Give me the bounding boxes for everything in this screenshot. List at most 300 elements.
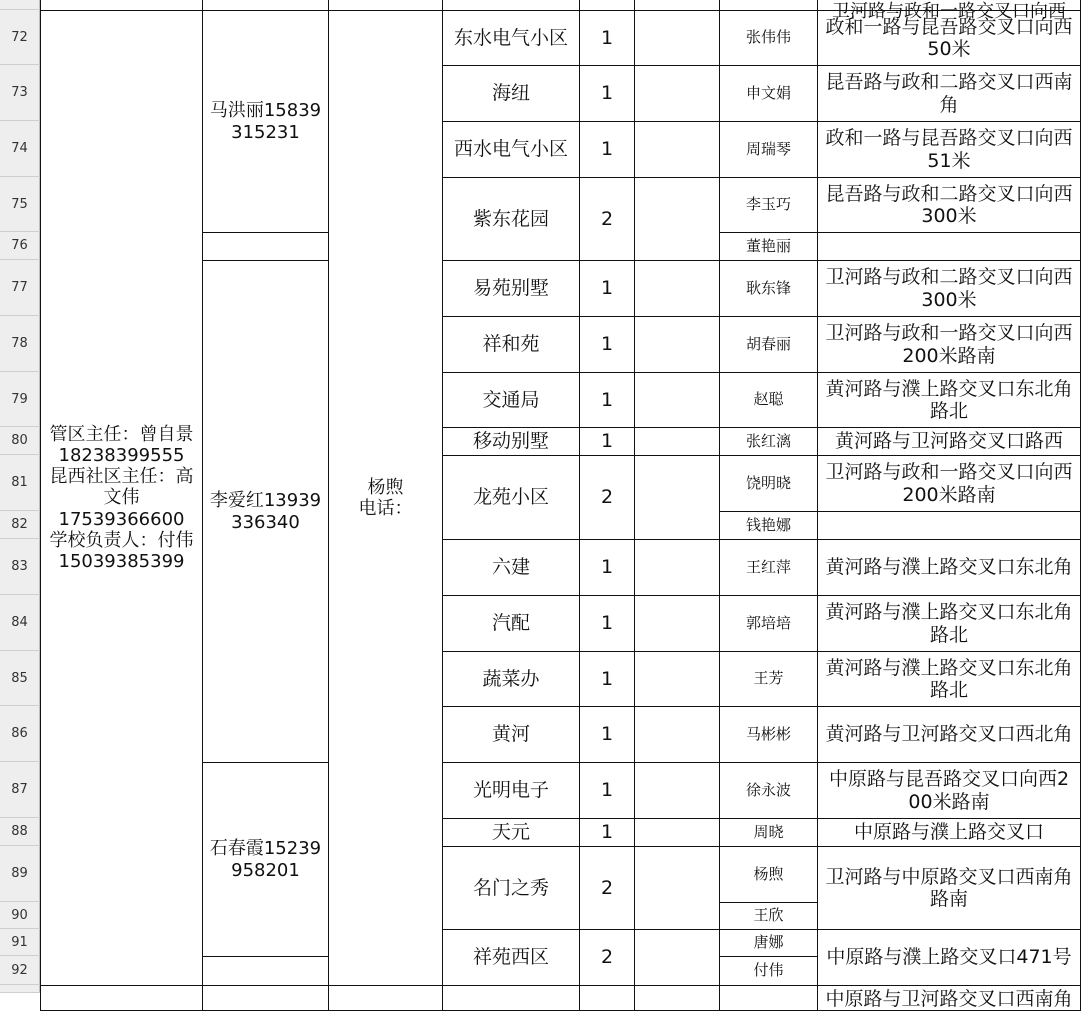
person-cell-text xyxy=(746,141,791,159)
quantity-cell-text xyxy=(601,612,613,634)
community-name-cell-text xyxy=(473,486,549,508)
person-cell xyxy=(719,316,818,373)
text-line: 政和一路与昆吾路交叉口向西 xyxy=(825,127,1073,150)
location-cell xyxy=(817,846,1081,930)
community-name-cell-text xyxy=(482,668,539,690)
blank-cell xyxy=(634,372,720,428)
cut-row-bottom xyxy=(202,985,329,1011)
text-line: 饶明晓 xyxy=(745,473,791,492)
community-name-cell xyxy=(442,846,580,930)
blank-cell xyxy=(634,706,720,763)
location-cell xyxy=(817,121,1081,178)
community-name-cell-text xyxy=(492,821,530,843)
quantity-cell xyxy=(579,10,635,66)
text-line: 200米路南 xyxy=(902,344,996,367)
text-line: 1 xyxy=(600,138,614,161)
contact-cell xyxy=(328,10,443,986)
cut-row-bottom xyxy=(442,985,580,1011)
quantity-cell-text xyxy=(601,277,613,299)
text-line: 18238399555 xyxy=(58,444,185,466)
person-cell xyxy=(719,902,818,930)
person-cell xyxy=(719,65,818,122)
text-line: 李玉巧 xyxy=(745,195,791,214)
text-line: 300米 xyxy=(921,205,977,227)
person-cell xyxy=(719,595,818,652)
text-line: 2 xyxy=(600,486,614,509)
person-cell xyxy=(719,260,818,317)
quantity-cell xyxy=(579,846,635,930)
text-line: 336340 xyxy=(231,511,300,533)
text-line: 王红萍 xyxy=(745,557,791,576)
text-line: 2 xyxy=(600,876,614,899)
cut-row-bottom xyxy=(40,985,203,1011)
quantity-cell-text xyxy=(601,27,613,49)
text-line: 卫河路与政和一路交叉口向西 xyxy=(825,461,1073,484)
person-cell xyxy=(719,929,818,957)
contact-cell-text xyxy=(359,477,413,519)
location-cell xyxy=(817,372,1081,428)
community-name-cell xyxy=(442,427,580,456)
text-line: 中原路与濮上路交叉口471号 xyxy=(826,946,1072,969)
text-line: 1 xyxy=(600,667,614,690)
text-line: 王芳 xyxy=(753,669,784,688)
location-cell-text xyxy=(825,866,1072,911)
text-line: 1 xyxy=(600,821,614,844)
cut-row-bottom xyxy=(328,985,443,1011)
text-line: 315231 xyxy=(231,121,300,143)
text-line: 黄河路与濮上路交叉口东北角 xyxy=(825,556,1073,579)
person-cell-text xyxy=(746,238,791,256)
blank-cell xyxy=(634,10,720,66)
text-line: 卫河路与中原路交叉口西南角 xyxy=(825,865,1073,888)
community-name-cell xyxy=(442,372,580,428)
person-cell-text xyxy=(753,934,783,952)
community-name-cell-text xyxy=(492,723,530,745)
row-number[interactable]: 90 xyxy=(0,902,40,929)
person-cell-text xyxy=(753,907,783,925)
text-line: 中原路与昆吾路交叉口向西2 xyxy=(828,768,1070,791)
location-cell-text xyxy=(825,723,1072,745)
blank-cell xyxy=(634,846,720,930)
text-line: 祥和苑 xyxy=(482,333,540,356)
text-line: 角 xyxy=(939,93,959,116)
text-line: 2 xyxy=(600,207,614,230)
person-cell-text xyxy=(746,726,791,744)
row-number[interactable]: 72 xyxy=(0,10,40,65)
person-cell-text xyxy=(746,475,791,493)
location-cell-text xyxy=(825,601,1072,646)
text-line: 300米 xyxy=(921,288,977,311)
cut-row-bottom xyxy=(634,985,720,1011)
text-line: 1 xyxy=(600,277,614,300)
text-line: 龙苑小区 xyxy=(472,486,549,509)
location-cell xyxy=(817,455,1081,512)
location-cell xyxy=(817,65,1081,122)
community-name-cell-text xyxy=(473,779,549,801)
cut-row-bottom xyxy=(579,985,635,1011)
text-line: 汽配 xyxy=(491,612,530,635)
quantity-cell-text xyxy=(601,333,613,355)
community-name-cell xyxy=(442,651,580,707)
text-line: 光明电子 xyxy=(472,779,549,802)
text-line: 天元 xyxy=(491,821,530,844)
location-cell-text xyxy=(825,127,1072,172)
quantity-cell-text xyxy=(601,138,613,160)
text-line: 卫河路与政和一路交叉口向西 xyxy=(825,322,1073,345)
row-number[interactable]: 77 xyxy=(0,260,40,316)
quantity-cell-text xyxy=(601,208,613,230)
text-line: 黄河路与卫河路交叉口路西 xyxy=(834,430,1063,453)
text-line: 张伟伟 xyxy=(745,28,791,47)
text-line: 1 xyxy=(600,556,614,579)
location-cell-text xyxy=(825,266,1072,311)
row-number[interactable]: 83 xyxy=(0,539,40,595)
text-line: 1 xyxy=(600,430,614,453)
quantity-cell xyxy=(579,706,635,763)
text-line: 50米 xyxy=(927,38,971,60)
person-cell-text xyxy=(753,391,783,409)
person-cell xyxy=(719,121,818,178)
text-line: 赵聪 xyxy=(753,390,784,409)
community-name-cell-text xyxy=(473,430,549,452)
text-line: 学校负责人：付伟 xyxy=(49,529,194,551)
person-cell-text xyxy=(746,559,791,577)
quantity-cell xyxy=(579,121,635,178)
text-line: 马洪丽15839 xyxy=(209,100,322,122)
text-line: 昆吾路与政和二路交叉口西南 xyxy=(825,71,1073,94)
community-name-cell-text xyxy=(492,612,530,634)
location-cell-text xyxy=(825,657,1072,702)
text-line: 电话： xyxy=(358,498,413,519)
supervisor-cell-text xyxy=(210,100,321,142)
supervisor-cell xyxy=(202,10,329,233)
text-line: 周瑞琴 xyxy=(745,139,791,158)
quantity-cell-text xyxy=(601,430,613,452)
person-cell xyxy=(719,427,818,456)
location-cell xyxy=(817,762,1081,819)
person-cell xyxy=(719,539,818,596)
text-line: 200米路南 xyxy=(902,483,996,506)
person-cell xyxy=(719,177,818,233)
community-name-cell xyxy=(442,177,580,261)
text-line: 卫河路与政和一路交叉口向西 xyxy=(832,0,1066,22)
text-line: 1 xyxy=(600,388,614,411)
location-cell xyxy=(817,511,1081,540)
community-name-cell xyxy=(442,706,580,763)
community-name-cell xyxy=(442,455,580,540)
person-cell-text xyxy=(746,85,791,103)
location-cell xyxy=(817,706,1081,763)
cut-row-bottom xyxy=(719,985,818,1011)
text-line: 周晓 xyxy=(753,822,784,841)
quantity-cell xyxy=(579,177,635,261)
text-line: 钱艳娜 xyxy=(745,515,791,534)
location-cell-text xyxy=(825,16,1072,61)
quantity-cell xyxy=(579,595,635,652)
row-number[interactable]: 89 xyxy=(0,846,40,902)
person-cell-text xyxy=(746,29,791,47)
text-line: 00米路南 xyxy=(908,790,990,813)
community-name-cell-text xyxy=(482,389,539,411)
quantity-cell xyxy=(579,427,635,456)
quantity-cell-text xyxy=(601,556,613,578)
text-line: 杨煦 xyxy=(753,864,784,883)
row-number[interactable]: 75 xyxy=(0,177,40,232)
text-line: 石春霞15239 xyxy=(209,838,322,860)
blank-cell xyxy=(634,929,720,986)
text-line: 路北 xyxy=(929,400,968,422)
location-cell xyxy=(817,10,1081,66)
person-cell xyxy=(719,762,818,819)
text-line: 黄河路与濮上路交叉口东北角 xyxy=(825,601,1073,624)
quantity-cell xyxy=(579,372,635,428)
community-name-cell xyxy=(442,539,580,596)
text-line: 马彬彬 xyxy=(745,724,791,743)
location-cell xyxy=(817,427,1081,456)
person-cell xyxy=(719,706,818,763)
row-number[interactable]: 74 xyxy=(0,121,40,177)
text-line: 胡春丽 xyxy=(745,334,791,353)
blank-cell xyxy=(634,539,720,596)
text-line: 路北 xyxy=(929,623,968,646)
text-line: 蔬菜办 xyxy=(482,667,540,690)
row-number[interactable]: 81 xyxy=(0,455,40,511)
quantity-cell-text xyxy=(601,779,613,801)
location-cell-text xyxy=(825,556,1072,578)
person-cell-text xyxy=(746,336,791,354)
text-line: 路南 xyxy=(929,888,968,910)
text-line: 中原路与卫河路交叉口西南角 xyxy=(825,988,1073,1010)
row-number[interactable]: 73 xyxy=(0,65,40,121)
community-name-cell xyxy=(442,818,580,847)
text-line: 耿东锋 xyxy=(745,278,791,297)
row-number[interactable]: 92 xyxy=(0,956,40,985)
location-cell xyxy=(817,929,1081,986)
supervisor-cell-text xyxy=(210,838,321,880)
community-name-cell-text xyxy=(473,946,549,968)
text-line: 海纽 xyxy=(491,82,530,105)
location-cell xyxy=(817,177,1081,233)
community-name-cell-text xyxy=(473,877,549,899)
text-line: 徐永波 xyxy=(745,780,791,799)
text-line: 交通局 xyxy=(482,388,540,411)
community-name-cell-text xyxy=(473,208,549,230)
blank-cell xyxy=(634,427,720,456)
community-name-cell-text xyxy=(492,556,530,578)
text-line: 名门之秀 xyxy=(472,876,549,899)
community-name-cell-text xyxy=(454,138,568,160)
community-name-cell xyxy=(442,121,580,178)
location-cell-text xyxy=(825,183,1072,228)
text-line: 15039385399 xyxy=(58,551,185,573)
quantity-cell xyxy=(579,651,635,707)
row-number[interactable]: 91 xyxy=(0,929,40,956)
blank-cell xyxy=(634,121,720,178)
community-name-cell xyxy=(442,260,580,317)
blank-cell xyxy=(634,65,720,122)
location-cell xyxy=(817,818,1081,847)
quantity-cell xyxy=(579,929,635,986)
community-name-cell xyxy=(442,10,580,66)
text-line: 1 xyxy=(600,333,614,356)
location-cell-cut xyxy=(817,985,1081,1011)
text-line: 政和一路与昆吾路交叉口向西 xyxy=(825,15,1073,38)
person-cell-text xyxy=(746,782,791,800)
person-cell-text xyxy=(753,866,783,884)
row-number[interactable]: 78 xyxy=(0,316,40,372)
blank-cell xyxy=(634,177,720,261)
community-name-cell xyxy=(442,595,580,652)
management-contacts-cell-text xyxy=(41,424,202,573)
location-cell-text xyxy=(825,378,1072,423)
text-line: 黄河路与卫河路交叉口西北角 xyxy=(825,723,1073,746)
quantity-cell xyxy=(579,316,635,373)
quantity-cell-text xyxy=(601,389,613,411)
blank-cell xyxy=(634,762,720,819)
text-line: 昆西社区主任：高 xyxy=(49,466,194,488)
text-line: 东水电气小区 xyxy=(453,26,568,49)
supervisor-cell xyxy=(202,762,329,957)
location-cell xyxy=(817,260,1081,317)
quantity-cell-text xyxy=(601,877,613,899)
blank-cell xyxy=(634,595,720,652)
row-number-partial xyxy=(0,0,40,10)
location-cell-text xyxy=(854,821,1044,843)
text-line: 958201 xyxy=(231,859,300,881)
person-cell-text xyxy=(753,824,783,842)
location-cell-text xyxy=(826,946,1071,968)
row-number[interactable]: 87 xyxy=(0,762,40,818)
text-line: 卫河路与政和二路交叉口向西 xyxy=(825,266,1073,289)
text-line: 祥苑西区 xyxy=(472,946,549,969)
community-name-cell-text xyxy=(454,27,568,49)
blank-cell xyxy=(634,260,720,317)
text-line: 唐娜 xyxy=(753,933,784,952)
text-line: 易苑别墅 xyxy=(472,277,549,300)
row-number[interactable]: 85 xyxy=(0,651,40,706)
text-line: 昆吾路与政和二路交叉口向西 xyxy=(825,182,1073,205)
location-cell-text xyxy=(825,71,1072,116)
quantity-cell xyxy=(579,65,635,122)
text-line: 1 xyxy=(600,723,614,746)
text-line: 王欣 xyxy=(753,906,784,925)
person-cell xyxy=(719,232,818,261)
text-line: 紫东花园 xyxy=(472,207,549,230)
text-line: 董艳丽 xyxy=(745,236,791,255)
person-cell-text xyxy=(753,670,783,688)
row-number[interactable]: 88 xyxy=(0,818,40,846)
quantity-cell xyxy=(579,260,635,317)
location-cell xyxy=(817,651,1081,707)
text-line: 文伟17539366600 xyxy=(58,487,185,530)
location-cell xyxy=(817,232,1081,261)
row-number[interactable]: 76 xyxy=(0,232,40,260)
person-cell xyxy=(719,651,818,707)
row-number[interactable]: 80 xyxy=(0,427,40,455)
text-line: 李爱红13939 xyxy=(209,490,322,512)
text-line: 西水电气小区 xyxy=(453,138,568,161)
text-line: 杨煦 xyxy=(367,476,404,498)
community-name-cell xyxy=(442,316,580,373)
text-line: 1 xyxy=(600,82,614,105)
community-name-cell-text xyxy=(492,82,530,104)
quantity-cell-text xyxy=(601,946,613,968)
text-line: 管区主任：曾自景 xyxy=(49,423,194,445)
management-contacts-cell xyxy=(40,10,203,986)
person-cell xyxy=(719,455,818,512)
text-line: 51米 xyxy=(927,149,971,172)
person-cell xyxy=(719,818,818,847)
text-line: 黄河 xyxy=(491,723,530,746)
location-cell-text xyxy=(825,461,1072,506)
person-cell xyxy=(719,10,818,66)
text-line: 中原路与濮上路交叉口 xyxy=(853,821,1044,844)
supervisor-empty-cell xyxy=(202,956,329,986)
row-number[interactable]: 82 xyxy=(0,511,40,539)
location-cell-text xyxy=(829,768,1069,813)
text-line: 路北 xyxy=(929,679,968,701)
community-name-cell-text xyxy=(473,277,549,299)
person-cell xyxy=(719,956,818,986)
person-cell-text xyxy=(746,196,791,214)
person-cell-text xyxy=(746,280,791,298)
row-number[interactable]: 84 xyxy=(0,595,40,651)
community-name-cell xyxy=(442,762,580,819)
community-name-cell-text xyxy=(482,333,539,355)
location-cell xyxy=(817,595,1081,652)
person-cell xyxy=(719,372,818,428)
row-number[interactable]: 79 xyxy=(0,372,40,427)
quantity-cell-text xyxy=(601,668,613,690)
person-cell-text xyxy=(746,433,791,451)
quantity-cell xyxy=(579,455,635,540)
text-line: 郭培培 xyxy=(745,613,791,632)
location-cell xyxy=(817,316,1081,373)
blank-cell xyxy=(634,818,720,847)
community-name-cell xyxy=(442,929,580,986)
quantity-cell xyxy=(579,539,635,596)
row-number[interactable]: 86 xyxy=(0,706,40,762)
text-line: 黄河路与濮上路交叉口东北角 xyxy=(825,656,1073,679)
person-cell xyxy=(719,511,818,540)
blank-cell xyxy=(634,316,720,373)
community-name-cell xyxy=(442,65,580,122)
text-line: 2 xyxy=(600,946,614,969)
quantity-cell-text xyxy=(601,486,613,508)
text-line: 1 xyxy=(600,612,614,635)
supervisor-empty-cell xyxy=(202,232,329,261)
quantity-cell xyxy=(579,762,635,819)
person-cell-text xyxy=(746,517,791,535)
row-number-partial xyxy=(0,985,40,993)
quantity-cell xyxy=(579,818,635,847)
text-line: 移动别墅 xyxy=(472,430,549,453)
location-cell-text xyxy=(835,430,1063,452)
text-line: 六建 xyxy=(491,556,530,579)
person-cell-text xyxy=(746,615,791,633)
supervisor-cell xyxy=(202,260,329,763)
location-cell-text xyxy=(825,322,1072,367)
blank-cell xyxy=(634,651,720,707)
supervisor-cell-text xyxy=(210,490,321,532)
blank-cell xyxy=(634,455,720,540)
text-line: 黄河路与濮上路交叉口东北角 xyxy=(825,377,1073,400)
person-cell xyxy=(719,846,818,903)
quantity-cell-text xyxy=(601,821,613,843)
person-cell-text xyxy=(753,962,783,980)
quantity-cell-text xyxy=(601,82,613,104)
location-cell xyxy=(817,539,1081,596)
